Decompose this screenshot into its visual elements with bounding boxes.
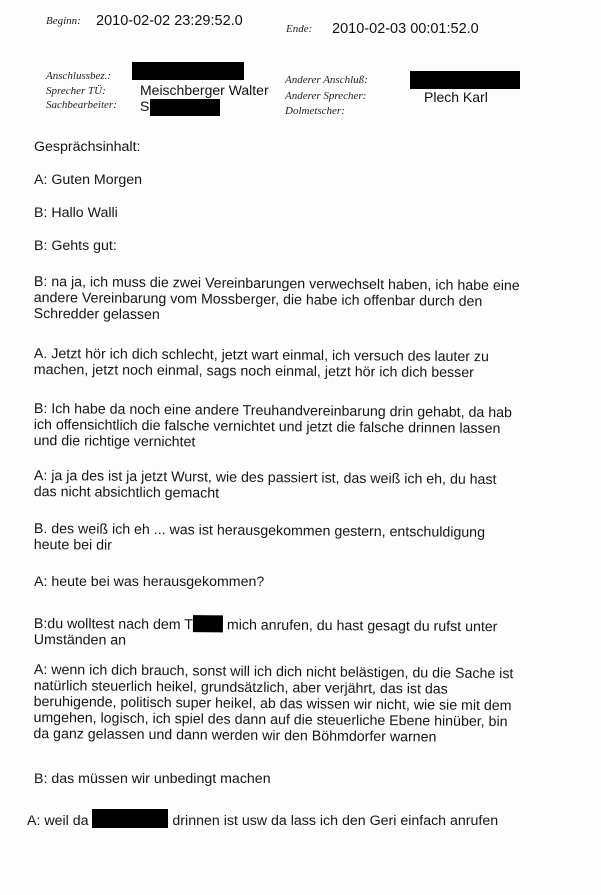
paragraph-6: [34, 401, 574, 454]
anderer-anschluss-label: Anderer Anschluß:: [285, 74, 368, 86]
end-label: Ende:: [286, 23, 313, 35]
paragraph-4-line: B: na ja, ich muss die zwei Vereinbarungen verwechselt haben, ich habe eine: [33, 274, 520, 295]
paragraph-13-text-b: drinnen ist usw da lass ich den Geri einfach anrufen: [172, 813, 499, 829]
transcript-heading: [34, 139, 574, 155]
paragraph-3: [34, 238, 574, 254]
paragraph-10-text-a: B:du wolltest nach dem T: [33, 615, 194, 634]
redaction-inline-name: [92, 809, 168, 828]
paragraph-11-line: da ganz gelassen und dann werden wir den Böhmdorfer warnen: [33, 725, 437, 746]
sachbearbeiter-label: Sachbearbeiter:: [46, 99, 117, 111]
paragraph-10: [34, 614, 574, 652]
paragraph-5-line: A. Jetzt hör ich dich schlecht, jetzt wart einmal, ich versuch des lauter zu: [33, 346, 489, 366]
paragraph-6-line: und die richtige vernichtet: [33, 432, 196, 451]
anderer-sprecher-value: Plech Karl: [424, 89, 488, 105]
begin-label: Beginn:: [46, 15, 81, 27]
paragraph-9-line: A: heute bei was herausgekommen?: [34, 574, 265, 590]
paragraph-7-line: das nicht absichtlich gemacht: [33, 483, 220, 502]
heading-text: Gesprächsinhalt:: [34, 139, 141, 155]
paragraph-12-line: B: das müssen wir unbedingt machen: [34, 771, 271, 787]
paragraph-11-line: umgehen, logisch, ich spiel des dann auf die steuerliche Ebene hinüber, bin: [33, 709, 508, 731]
paragraph-10-line: Umständen an: [33, 631, 127, 649]
paragraph-10-text-b: mich anrufen, du hast gesagt du rufst unter: [226, 617, 498, 636]
anschluss-label: Anschlussbez.:: [46, 70, 112, 82]
sprecher-tue-label: Sprecher TÜ:: [46, 85, 106, 97]
paragraph-7: [34, 468, 574, 505]
paragraph-13-text-a: A: weil da: [27, 813, 89, 829]
paragraph-1-line: A: Guten Morgen: [34, 172, 143, 188]
paragraph-9: [34, 574, 574, 590]
paragraph-6-line: ich offensichtlich die falsche vernichtet und jetzt die falsche drinnen lassen: [33, 416, 501, 438]
begin-value: 2010-02-02 23:29:52.0: [96, 13, 243, 29]
paragraph-5-line: machen, jetzt noch einmal, sags noch einmal, jetzt hör ich dich besser: [33, 361, 474, 382]
paragraph-11-line: A: wenn ich dich brauch, sonst will ich dich nicht belästigen, du die Sache ist: [33, 662, 514, 683]
paragraph-3-line: B: Gehts gut:: [34, 238, 117, 254]
paragraph-1: [34, 172, 574, 188]
paragraph-6-line: B: Ich habe da noch eine andere Treuhandvereinbarung drin gehabt, da hab: [33, 401, 512, 422]
paragraph-11: [33, 662, 574, 747]
dolmetscher-label: Dolmetscher:: [285, 105, 345, 117]
paragraph-7-line: A: ja ja des ist ja jetzt Wurst, wie des passiert ist, das weiß ich eh, du hast: [33, 468, 497, 489]
paragraph-12: [34, 771, 574, 787]
paragraph-5: [34, 346, 574, 382]
paragraph-8: [34, 521, 574, 558]
redaction-sachbearbeiter: [150, 99, 220, 116]
paragraph-4: [34, 274, 574, 327]
paragraph-13-line: [27, 809, 567, 829]
sprecher-tue-value: Meischberger Walter: [140, 82, 269, 98]
paragraph-2-line: B: Hallo Walli: [34, 205, 118, 221]
end-value: 2010-02-03 00:01:52.0: [332, 21, 479, 37]
paragraph-11-line: natürlich steuerlich heikel, grundsätzlich, aber verjährt, das ist das: [33, 677, 448, 698]
redaction-anderer-anschluss: [410, 71, 520, 89]
paragraph-4-line: andere Vereinbarung vom Mossberger, die habe ich offenbar durch den: [33, 289, 483, 310]
paragraph-13: [27, 809, 567, 829]
redaction-anschluss: [132, 62, 244, 80]
anderer-sprecher-label: Anderer Sprecher:: [285, 90, 367, 102]
paragraph-2: [34, 205, 574, 221]
paragraph-4-line: Schredder gelassen: [33, 305, 160, 324]
paragraph-11-line: beruhigende, politisch super heikel, ab das wissen wir nicht, wie sie mit dem: [33, 693, 512, 715]
paragraph-8-line: heute bei dir: [33, 536, 112, 554]
paragraph-8-line: B. des weiß ich eh ... was ist herausgekommen gestern, entschuldigung: [33, 521, 486, 541]
sachbearbeiter-value: S: [140, 98, 150, 114]
redaction-inline-t: [193, 615, 223, 632]
